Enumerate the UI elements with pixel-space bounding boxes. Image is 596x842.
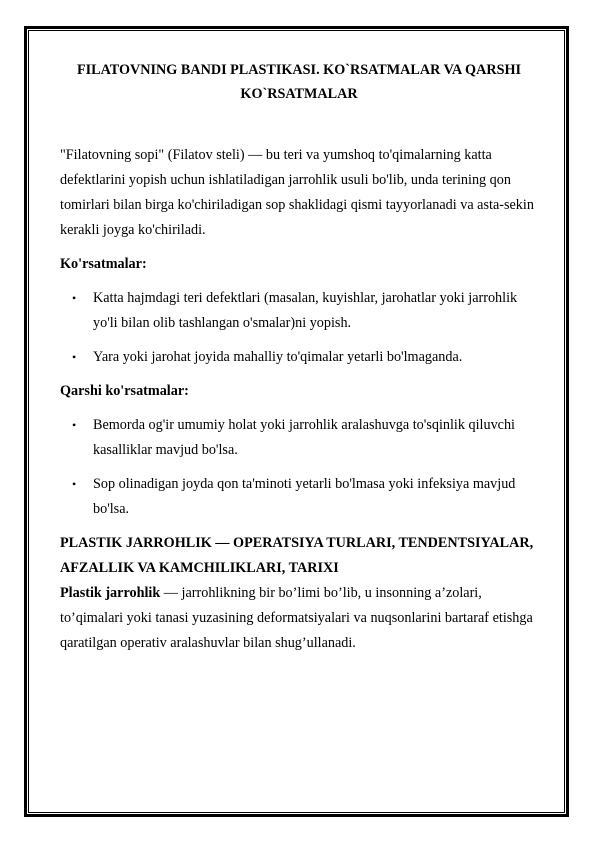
list-item [60, 472, 538, 522]
list-item [60, 286, 538, 336]
list-item-text: Yara yoki jarohat joyida mahalliy to'qimalar yetarli bo'lmaganda. [93, 349, 463, 365]
list-item-text: Sop olinadigan joyda qon ta'minoti yetarli bo'lmasa yoki infeksiya mavjud bo'lsa. [93, 476, 516, 517]
definition-paragraph [60, 581, 538, 656]
document-body [60, 58, 538, 656]
bullet-icon: • [72, 350, 77, 364]
bullet-icon: • [72, 418, 77, 432]
section-title: PLASTIK JARROHLIK — OPERATSIYA TURLARI, TENDENTSIYALAR, AFZALLIK VA KAMCHILIKLARI, TARIXI [60, 535, 534, 576]
contraindications-list [60, 413, 538, 522]
definition-text: — jarrohlikning bir bo’limi bo’lib, u insonning a’zolari, to’qimalari yoki tanasi yuzasining deformatsiyalari va nuqsonlarini bartaraf etishga qaratilgan operativ aralashuvlar bilan shug’ullanadi. [60, 585, 533, 651]
list-item [60, 413, 538, 463]
indications-heading: Ko'rsatmalar: [60, 256, 147, 272]
bullet-icon: • [72, 291, 77, 305]
document-title: FILATOVNING BANDI PLASTIKASI. KO`RSATMALAR VA QARSHI KO`RSATMALAR [76, 62, 522, 102]
bullet-icon: • [72, 477, 77, 491]
list-item-text: Katta hajmdagi teri defektlari (masalan, kuyishlar, jarohatlar yoki jarrohlik yo'li bilan olib tashlangan o'smalar)ni yopish. [93, 290, 518, 331]
defined-term: Plastik jarrohlik [60, 585, 161, 601]
intro-paragraph: "Filatovning sopi" (Filatov steli) — bu teri va yumshoq to'qimalarning katta defektlarini yopish uchun ishlatiladigan jarrohlik usuli bo'lib, unda terining qon tomirlari bilan birga ko'chiriladigan sop shaklidagi qismi tayyorlanadi va asta-sekin kerakli joyga ko'chiriladi. [60, 147, 534, 238]
list-item [60, 345, 538, 370]
contraindications-heading: Qarshi ko'rsatmalar: [60, 383, 189, 399]
indications-list [60, 286, 538, 370]
list-item-text: Bemorda og'ir umumiy holat yoki jarrohlik aralashuvga to'sqinlik qiluvchi kasalliklar mavjud bo'lsa. [93, 417, 515, 458]
